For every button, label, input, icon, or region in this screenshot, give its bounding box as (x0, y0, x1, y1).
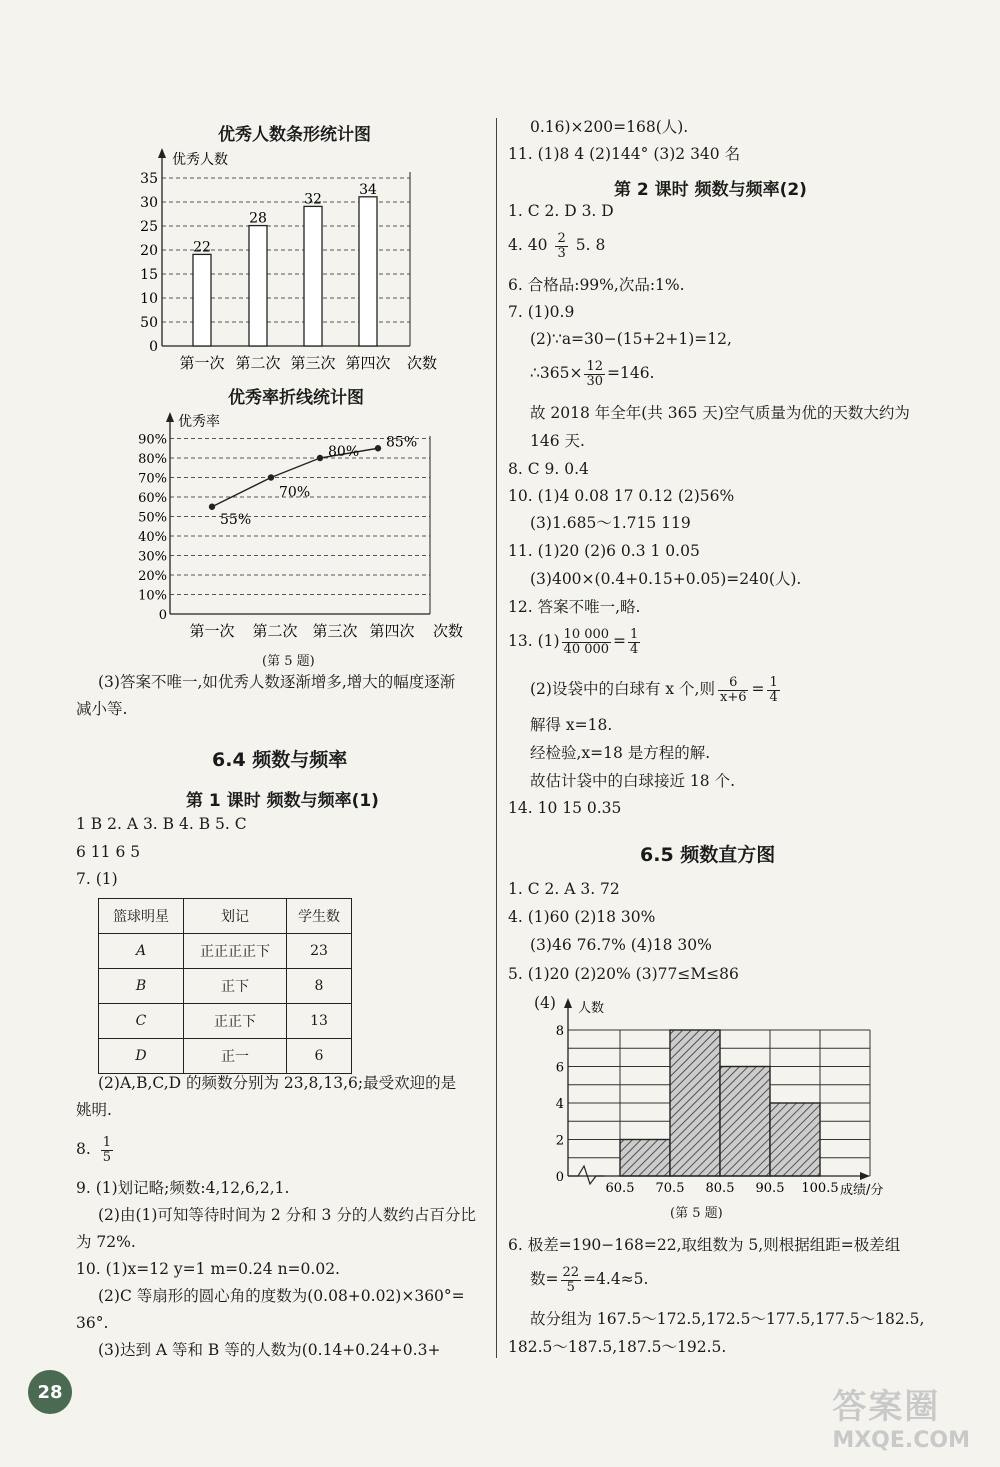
bar-value-label: 32 (304, 191, 322, 208)
y-tick-label: 15 (140, 267, 158, 283)
watermark-url: MXQE.COM (832, 1428, 970, 1453)
q13-2 (530, 676, 780, 704)
q7-denominator: 30 (586, 373, 603, 389)
line-chart-title: 优秀率折线统计图 (228, 388, 364, 408)
table-header: 学生数 (287, 899, 352, 934)
y-tick-label: 50% (138, 510, 167, 526)
q13-denominator-a: 40 000 (563, 641, 610, 657)
histogram-bar (670, 1030, 720, 1176)
table-cell: C (99, 1004, 184, 1039)
q4-numerator: 2 (557, 231, 566, 246)
column-separator (496, 118, 497, 1358)
histogram-caption: (第 5 题) (670, 1206, 723, 1221)
q7-2-line1: (2)A,B,C,D 的频数分别为 23,8,13,6;最受欢迎的是 (98, 1074, 457, 1092)
q10-line4: (3)达到 A 等和 B 等的人数为(0.14+0.24+0.3+ (98, 1341, 441, 1359)
y-tick-label: 0 (149, 339, 158, 355)
y-tick-label: 20% (138, 569, 167, 584)
table-row (99, 934, 352, 969)
x-category-label: 第二次 (252, 622, 298, 640)
data-point (209, 504, 215, 510)
y-tick-label: 2 (555, 1133, 564, 1149)
q8-9-answer: 8. C 9. 0.4 (508, 460, 589, 478)
q8-denominator: 5 (102, 1149, 112, 1165)
q9-line2: (2)由(1)可知等待时间为 2 分和 3 分的人数约占百分比 (98, 1206, 476, 1224)
table-cell: A (99, 934, 184, 969)
histogram (540, 994, 910, 1204)
bar-chart (130, 140, 460, 380)
bar-chart-ylabel: 优秀人数 (172, 152, 228, 168)
bar (249, 226, 267, 346)
x-category-label: 第一次 (189, 622, 235, 640)
x-category-label: 第四次 (345, 354, 391, 372)
q13-eq-den-left: x+6 (719, 689, 747, 705)
histogram-bar (720, 1067, 770, 1177)
table-cell: 正正下 (184, 1004, 287, 1039)
s-q6-line4: 182.5～187.5,187.5～192.5. (508, 1338, 727, 1356)
q7-2: (2)∵a=30−(15+2+1)=12, (530, 330, 732, 348)
y-tick-label: 25 (140, 219, 158, 235)
q8-fraction (101, 1136, 113, 1164)
x-tick-label: 60.5 (605, 1181, 635, 1196)
q7-1: 7. (1)0.9 (508, 303, 575, 321)
x-category-label: 第一次 (179, 354, 225, 372)
q9-line1: 9. (1)划记略;频数:4,12,6,2,1. (76, 1179, 290, 1197)
table-row (99, 969, 352, 1004)
table-row (99, 1039, 352, 1074)
y-tick-label: 80% (138, 452, 167, 467)
q14-answer: 14. 10 15 0.35 (508, 799, 622, 817)
q13-numerator-a: 10 000 (563, 627, 610, 642)
q10-1: 10. (1)4 0.08 17 0.12 (2)56% (508, 487, 735, 505)
q13-3: 解得 x=18. (530, 716, 613, 734)
q5-text: 5. 8 (575, 236, 606, 255)
q7-3 (530, 360, 654, 388)
q13-fraction-b (628, 628, 640, 656)
page-number: 28 (37, 1381, 63, 1403)
q13-1 (508, 628, 640, 656)
q8-answer (76, 1136, 113, 1164)
q7-2-line2: 姚明. (76, 1101, 112, 1119)
table-header-row (99, 899, 352, 934)
q13-fraction-a (562, 628, 612, 656)
s-q6-denominator: 5 (566, 1279, 575, 1295)
q13-1-prefix: 13. (1) (508, 632, 560, 651)
x-category-label: 次数 (406, 354, 438, 372)
s-q6-line3: 故分组为 167.5～172.5,172.5～177.5,177.5～182.5, (530, 1310, 925, 1328)
q6-answer: 6. 合格品:99%,次品:1%. (508, 276, 685, 294)
s-q6-line2-suffix: =4.4≈5. (583, 1270, 649, 1289)
y-tick-label: 10 (140, 291, 158, 307)
q11-1: 11. (1)20 (2)6 0.3 1 0.05 (508, 542, 700, 560)
q13-equals: = (613, 632, 627, 651)
x-category-label: 第二次 (235, 354, 281, 372)
y-tick-label: 30% (138, 549, 167, 565)
table-cell: 6 (287, 1039, 352, 1074)
y-tick-label: 10% (138, 588, 167, 604)
lesson-title-1: 第 1 课时 频数与频率(1) (186, 791, 379, 811)
watermark (832, 1379, 970, 1453)
q7-4: 故 2018 年全年(共 365 天)空气质量为优的天数大约为 (530, 404, 910, 422)
s-answer-5-4-label: (4) (534, 994, 556, 1012)
q12-answer: 12. 答案不唯一,略. (508, 598, 641, 616)
x-tick-label: 80.5 (705, 1181, 735, 1196)
table-cell: 8 (287, 969, 352, 1004)
bar-value-label: 34 (359, 181, 377, 198)
y-tick-label: 40% (138, 530, 167, 545)
s-answers-1-3: 1. C 2. A 3. 72 (508, 880, 620, 898)
q13-eq-fraction-left (718, 676, 749, 704)
table-header: 划记 (184, 899, 287, 934)
x-tick-label: 100.5 (801, 1181, 839, 1196)
answer-7-label: 7. (1) (76, 870, 118, 888)
data-label: 80% (328, 444, 360, 460)
s-q6-numerator: 22 (562, 1265, 580, 1280)
bar-value-label: 22 (193, 239, 211, 256)
page-number-badge (28, 1370, 72, 1414)
y-tick-label: 0 (158, 608, 167, 623)
q7-numerator: 12 (586, 359, 603, 374)
histogram-bar (620, 1140, 670, 1177)
q13-eq-den-right: 4 (769, 689, 778, 705)
histogram-bar (770, 1103, 820, 1176)
tally-table (98, 898, 352, 1074)
answers-1-5: 1 B 2. A 3. B 4. B 5. C (76, 815, 247, 833)
histogram-ylabel: 人数 (578, 1001, 605, 1016)
x-category-label: 次数 (432, 622, 464, 640)
q13-eq-sign: = (751, 680, 765, 699)
q13-numerator-b: 1 (630, 627, 639, 642)
s-q6-line2-prefix: 数= (530, 1270, 559, 1289)
y-tick-label: 60% (138, 491, 167, 506)
q7-fraction (584, 360, 605, 388)
table-cell: 23 (287, 934, 352, 969)
q13-denominator-b: 4 (630, 641, 639, 657)
table-cell: 13 (287, 1004, 352, 1039)
q7-3-suffix: =146. (606, 364, 655, 383)
y-tick-label: 50 (140, 315, 158, 331)
table-header: 篮球明星 (99, 899, 184, 934)
q13-4: 经检验,x=18 是方程的解. (530, 744, 711, 762)
y-tick-label: 35 (140, 171, 158, 187)
bar-chart-title: 优秀人数条形统计图 (218, 125, 371, 145)
table-cell: D (99, 1039, 184, 1074)
lesson-title-2: 第 2 课时 频数与频率(2) (614, 180, 807, 200)
s-answer-4b: (3)46 76.7% (4)18 30% (530, 936, 712, 954)
q11-answer: 11. (1)8 4 (2)144° (3)2 340 名 (508, 145, 741, 163)
q3-answer-line2: 减小等. (76, 700, 128, 718)
bar (359, 197, 377, 346)
x-category-label: 第四次 (369, 622, 415, 640)
answer-6: 6 11 6 5 (76, 843, 141, 861)
data-point (268, 474, 274, 480)
section-title-6-4: 6.4 频数与频率 (212, 749, 348, 771)
data-label: 55% (220, 511, 252, 528)
y-tick-label: 30 (140, 195, 158, 211)
bar (193, 254, 211, 346)
q3-answer-line1: (3)答案不唯一,如优秀人数逐渐增多,增大的幅度逐渐 (98, 673, 456, 691)
q13-2-prefix: (2)设袋中的白球有 x 个,则 (530, 680, 715, 699)
line-chart-ylabel: 优秀率 (178, 414, 220, 430)
cont-line: 0.16)×200=168(人). (530, 118, 689, 136)
table-cell: 正一 (184, 1039, 287, 1074)
s-q6-line2 (530, 1266, 648, 1294)
q4-5-answer (508, 232, 605, 260)
q10-line1: 10. (1)x=12 y=1 m=0.24 n=0.02. (76, 1260, 340, 1278)
q7-5: 146 天. (530, 432, 585, 450)
data-point (317, 455, 323, 461)
q10-line2: (2)C 等扇形的圆心角的度数为(0.08+0.02)×360°= (98, 1287, 465, 1305)
data-point (375, 445, 381, 451)
y-tick-label: 90% (138, 432, 167, 448)
bar (304, 206, 322, 346)
x-tick-label: 70.5 (655, 1181, 685, 1196)
s-q6-line1: 6. 极差=190−168=22,取组数为 5,则根据组距=极差组 (508, 1236, 901, 1254)
q10-line3: 36°. (76, 1314, 109, 1332)
section-title-6-5: 6.5 频数直方图 (640, 844, 776, 866)
q9-line3: 为 72%. (76, 1233, 136, 1251)
table-row (99, 1004, 352, 1039)
table-cell: B (99, 969, 184, 1004)
q8-label: 8. (76, 1140, 91, 1159)
s-answer-4a: 4. (1)60 (2)18 30% (508, 908, 656, 926)
y-tick-label: 6 (555, 1060, 564, 1076)
watermark-logo-text: 答案圈 (832, 1387, 941, 1427)
bar-value-label: 28 (249, 210, 267, 227)
answers-1-3: 1. C 2. D 3. D (508, 202, 614, 220)
q4-text: 4. 40 (508, 236, 548, 255)
q8-numerator: 1 (102, 1135, 112, 1150)
s-answer-5: 5. (1)20 (2)20% (3)77≤M≤86 (508, 965, 739, 983)
y-tick-label: 8 (555, 1024, 564, 1039)
x-tick-label: 90.5 (755, 1181, 785, 1196)
q13-5: 故估计袋中的白球接近 18 个. (530, 772, 736, 790)
table-cell: 正正正正下 (184, 934, 287, 969)
y-tick-label: 0 (555, 1170, 564, 1185)
y-tick-label: 4 (555, 1097, 564, 1112)
q13-eq-num-left: 6 (718, 676, 749, 691)
s-q6-fraction (561, 1266, 582, 1294)
y-tick-label: 20 (140, 243, 158, 259)
y-tick-label: 70% (138, 471, 167, 487)
q13-eq-num-right: 1 (769, 675, 778, 690)
figure-caption: (第 5 题) (262, 654, 315, 669)
data-label: 70% (279, 484, 311, 501)
q13-eq-fraction-right (767, 676, 779, 704)
x-category-label: 第三次 (290, 354, 336, 372)
line-chart (130, 404, 470, 644)
q7-3-prefix: ∴365× (530, 364, 583, 383)
histogram-xlabel: 成绩/分 (840, 1183, 884, 1198)
table-cell: 正下 (184, 969, 287, 1004)
q10-2: (3)1.685～1.715 119 (530, 514, 691, 532)
q4-denominator: 3 (557, 245, 566, 261)
data-label: 85% (386, 434, 418, 451)
x-category-label: 第三次 (312, 622, 358, 640)
q11-2: (3)400×(0.4+0.15+0.05)=240(人). (530, 570, 802, 588)
q4-fraction (555, 232, 567, 260)
